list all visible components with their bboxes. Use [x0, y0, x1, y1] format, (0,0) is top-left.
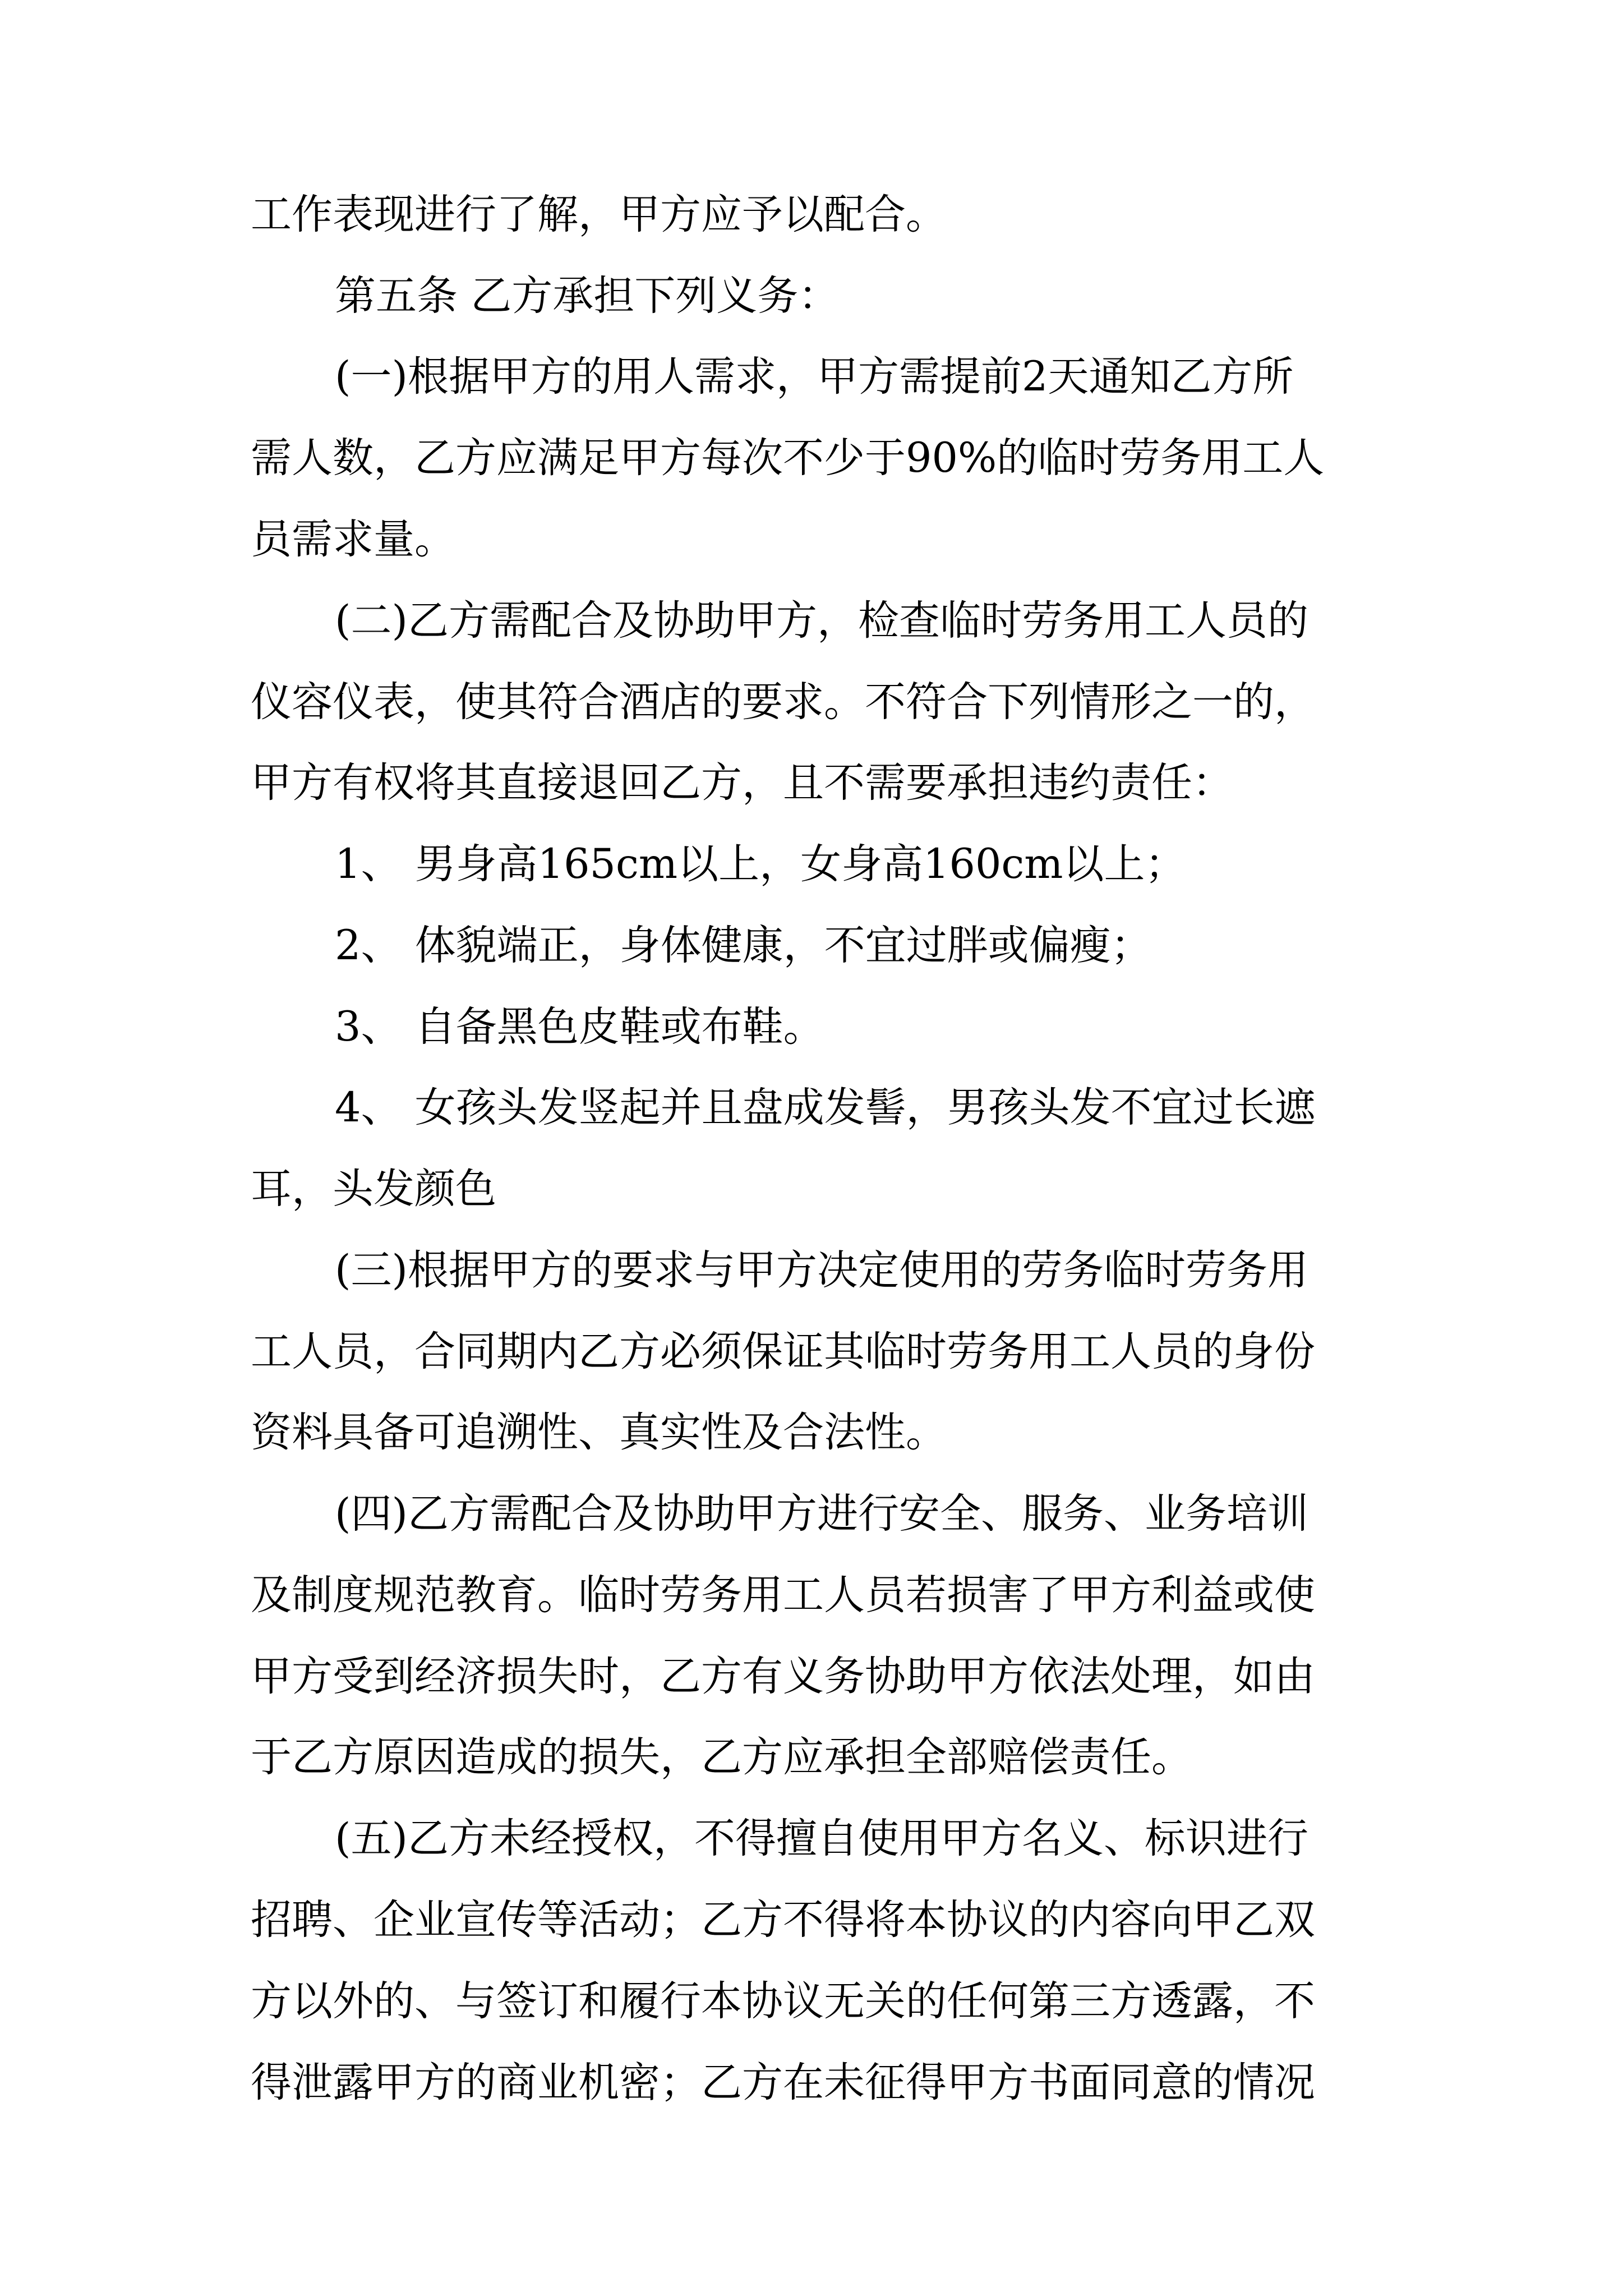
text-line: 工人员，合同期内乙方必须保证其临时劳务用工人员的身份 [251, 1328, 1315, 1375]
text-line: 甲方有权将其直接退回乙方，且不需要承担违约责任： [251, 759, 1233, 807]
text-line: 耳，头发颜色 [251, 1165, 496, 1213]
list-item: 4、 女孩头发竖起并且盘成发髻，男孩头发不宜过长遮 [335, 1084, 1316, 1131]
text-line: (二)乙方需配合及协助甲方，检查临时劳务用工人员的 [335, 597, 1308, 645]
text-line: 于乙方原因造成的损失，乙方应承担全部赔偿责任。 [251, 1733, 1192, 1781]
text-line: 招聘、企业宣传等活动；乙方不得将本协议的内容向甲乙双 [251, 1896, 1315, 1944]
text-line: 方以外的、与签订和履行本协议无关的任何第三方透露，不 [251, 1977, 1315, 2025]
article-heading: 第五条 乙方承担下列义务： [335, 272, 840, 320]
list-item: 1、 男身高165cm以上，女身高160cm以上； [335, 840, 1186, 888]
text-line: 得泄露甲方的商业机密；乙方在未征得甲方书面同意的情况 [251, 2059, 1315, 2106]
text-line: (三)根据甲方的要求与甲方决定使用的劳务临时劳务用 [335, 1246, 1308, 1294]
text-line: 需人数，乙方应满足甲方每次不少于90%的临时劳务用工人 [251, 434, 1325, 482]
text-line: 资料具备可追溯性、真实性及合法性。 [251, 1409, 947, 1456]
text-line: (一)根据甲方的用人需求，甲方需提前2天通知乙方所 [335, 353, 1294, 401]
list-item: 3、 自备黑色皮鞋或布鞋。 [335, 1003, 824, 1051]
text-line: 员需求量。 [251, 516, 455, 563]
text-line: 甲方受到经济损失时，乙方有义务协助甲方依法处理，如由 [251, 1653, 1315, 1700]
text-line: (四)乙方需配合及协助甲方进行安全、服务、业务培训 [335, 1490, 1308, 1538]
text-line: 及制度规范教育。临时劳务用工人员若损害了甲方利益或使 [251, 1571, 1315, 1619]
list-item: 2、 体貌端正，身体健康，不宜过胖或偏瘦； [335, 922, 1152, 969]
text-line: 仪容仪表，使其符合酒店的要求。不符合下列情形之一的， [251, 678, 1315, 726]
text-line: (五)乙方未经授权，不得擅自使用甲方名义、标识进行 [335, 1815, 1308, 1862]
text-line: 工作表现进行了解，甲方应予以配合。 [251, 191, 947, 238]
